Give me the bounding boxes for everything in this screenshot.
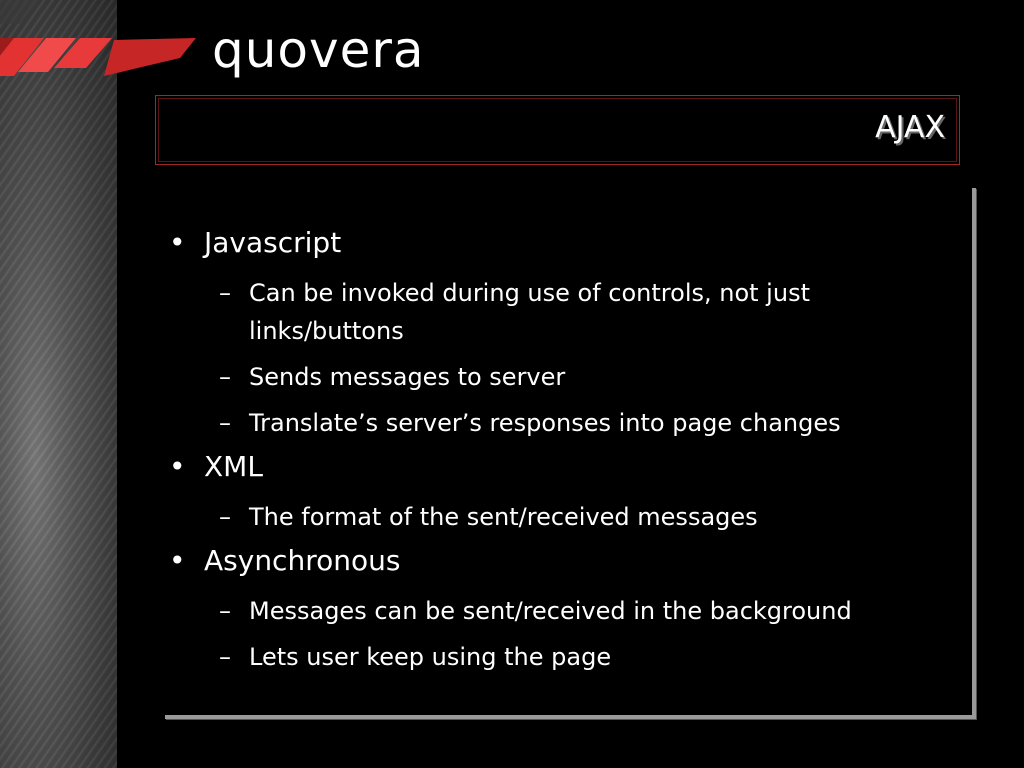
dash-icon: – — [219, 597, 231, 625]
title-frame — [155, 95, 960, 165]
bullet-icon: • — [169, 544, 186, 577]
sub-bullet-item — [165, 638, 972, 676]
bullet-icon: • — [169, 450, 186, 483]
sub-bullet-item — [165, 358, 972, 396]
bullet-text: Javascript — [204, 226, 342, 259]
sub-bullet-text: Lets user keep using the page — [249, 643, 612, 671]
dash-icon: – — [219, 363, 231, 391]
bullet-list — [165, 226, 972, 684]
dash-icon: – — [219, 409, 231, 437]
dash-icon: – — [219, 503, 231, 531]
bullet-item — [165, 450, 972, 484]
bullet-icon: • — [169, 226, 186, 259]
bullet-item — [165, 544, 972, 578]
sub-bullet-text: The format of the sent/received messages — [249, 503, 758, 531]
bullet-text: Asynchronous — [204, 544, 401, 577]
sub-bullet-text: Messages can be sent/received in the background — [249, 597, 852, 625]
quovera-logo: quovera — [212, 21, 425, 79]
sub-bullet-text: Can be invoked during use of controls, not just links/buttons — [249, 279, 810, 345]
sub-bullet-text: Translate’s server’s responses into page changes — [249, 409, 841, 437]
sub-bullet-text: Sends messages to server — [249, 363, 566, 391]
sub-bullet-item — [165, 498, 972, 536]
red-stripes-graphic — [0, 0, 210, 80]
sub-bullet-item — [165, 592, 972, 630]
dash-icon: – — [219, 643, 231, 671]
content-panel — [165, 188, 976, 719]
bullet-item — [165, 226, 972, 260]
textured-side-panel — [0, 0, 117, 768]
dash-icon: – — [219, 279, 231, 307]
slide-title: AJAX — [875, 110, 945, 145]
sub-bullet-item — [165, 404, 972, 442]
sub-bullet-item — [165, 274, 972, 350]
bullet-text: XML — [204, 450, 263, 483]
